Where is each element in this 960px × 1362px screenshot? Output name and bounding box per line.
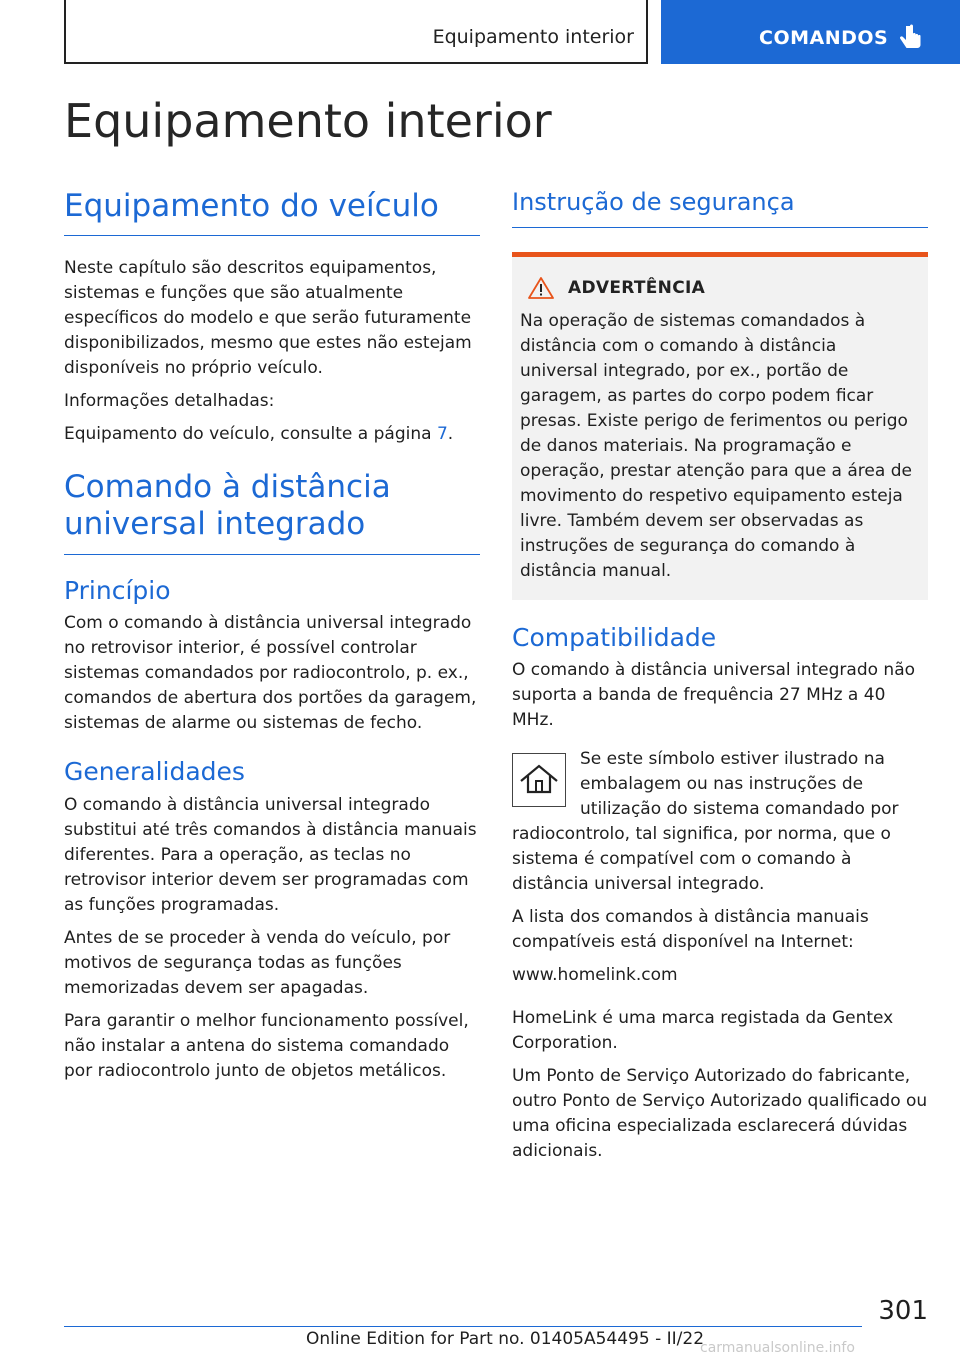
paragraph-principle: Com o comando à distância universal integrado no retrovisor interior, é possível controlar sistemas comandados por radiocontrolo, p. ex., comandos de abertura dos portões da garagem, sistemas de alarme ou sistemas de fecho. bbox=[64, 613, 477, 734]
heading-compatibility: Compatibilidade bbox=[512, 622, 717, 652]
hand-pointer-icon bbox=[897, 24, 923, 54]
paragraph-general-2: Antes de se proceder à venda do veículo, por motivos de segurança todas as funções memorizadas devem ser apagadas. bbox=[64, 927, 451, 998]
header-chapter-tab[interactable] bbox=[661, 0, 960, 64]
paragraph-compat-list: A lista dos comandos à distância manuais compatíveis está disponível na Internet: bbox=[512, 907, 869, 953]
warning-header bbox=[520, 277, 918, 299]
right-column bbox=[512, 188, 928, 1172]
header-section-title: Equipamento interior bbox=[432, 26, 634, 48]
paragraph-detailed-info: Informações detalhadas: bbox=[64, 391, 275, 412]
paragraph-service: Um Ponto de Serviço Autorizado do fabricante, outro Ponto de Serviço Autorizado qualificado ou uma oficina especializada esclarecerá dúvidas adicionais. bbox=[512, 1066, 928, 1162]
paragraph-vehicle-intro: Neste capítulo são descritos equipamentos, sistemas e funções que são atualmente específicos do modelo e que serão futuramente disponibilizados, mesmo que estes não estejam disponíveis no próprio veículo. bbox=[64, 258, 472, 379]
paragraph-general-1: O comando à distância universal integrado substitui até três comandos à distância manuais diferentes. Para a operação, as teclas no retrovisor interior devem ser programadas com as funções programadas. bbox=[64, 794, 477, 915]
paragraph-general-3: Para garantir o melhor funcionamento possível, não instalar a antena do sistema comandado por radiocontrolo junto de objetos metálicos. bbox=[64, 1010, 469, 1081]
paragraph-vehicle-reference bbox=[64, 422, 480, 447]
warning-box bbox=[512, 252, 928, 600]
heading-safety-instruction: Instrução de segurança bbox=[512, 188, 928, 228]
heading-general: Generalidades bbox=[64, 757, 245, 787]
footer-edition: Online Edition for Part no. 01405A54495 - II/22 bbox=[306, 1329, 705, 1349]
warning-text: Na operação de sistemas comandados à distância com o comando à distância universal integrado, por ex., portão de garagem, as partes do corpo podem ficar presas. Existe perigo de ferimentos ou perigo de danos materiais. Na programação e operação, prestar atenção para que a área de movimento do respetivo equipamento esteja livre. Também devem ser observadas as instruções de segurança do comando à distância manual. bbox=[520, 310, 912, 581]
warning-triangle-icon bbox=[528, 277, 554, 299]
reference-text: Equipamento do veículo, consulte a página bbox=[64, 424, 437, 445]
footer-divider bbox=[64, 1326, 862, 1327]
homelink-symbol-block bbox=[512, 747, 928, 897]
heading-universal-remote bbox=[64, 469, 480, 554]
paragraph-compat-frequency: O comando à distância universal integrado não suporta a banda de frequência 27 MHz a 40 MHz. bbox=[512, 660, 916, 731]
paragraph-trademark: HomeLink é uma marca registada da Gentex Corporation. bbox=[512, 1008, 894, 1054]
homelink-house-icon bbox=[512, 753, 566, 807]
homelink-url[interactable]: www.homelink.com bbox=[512, 965, 678, 986]
header-section-box bbox=[64, 0, 648, 64]
paragraph-compat-symbol: Se este símbolo estiver ilustrado na embalagem ou nas instruções de utilização do sistema comandado por radiocontrolo, tal significa, por norma, que o sistema é compatível com o comando à distância universal integrado. bbox=[512, 749, 899, 895]
reference-end: . bbox=[447, 424, 454, 445]
page-link[interactable]: 7 bbox=[436, 424, 448, 445]
warning-label: ADVERTÊNCIA bbox=[568, 277, 706, 298]
left-column bbox=[64, 188, 480, 1092]
heading-vehicle-equipment: Equipamento do veículo bbox=[64, 188, 480, 236]
page-number: 301 bbox=[878, 1296, 928, 1326]
heading-universal-remote-line1: Comando à distância bbox=[64, 469, 391, 506]
heading-universal-remote-line2: universal integrado bbox=[64, 506, 366, 543]
watermark: carmanualsonline.info bbox=[700, 1340, 855, 1356]
header-chapter-label: COMANDOS bbox=[759, 27, 889, 49]
heading-principle: Princípio bbox=[64, 575, 171, 605]
page-title: Equipamento interior bbox=[64, 94, 552, 148]
